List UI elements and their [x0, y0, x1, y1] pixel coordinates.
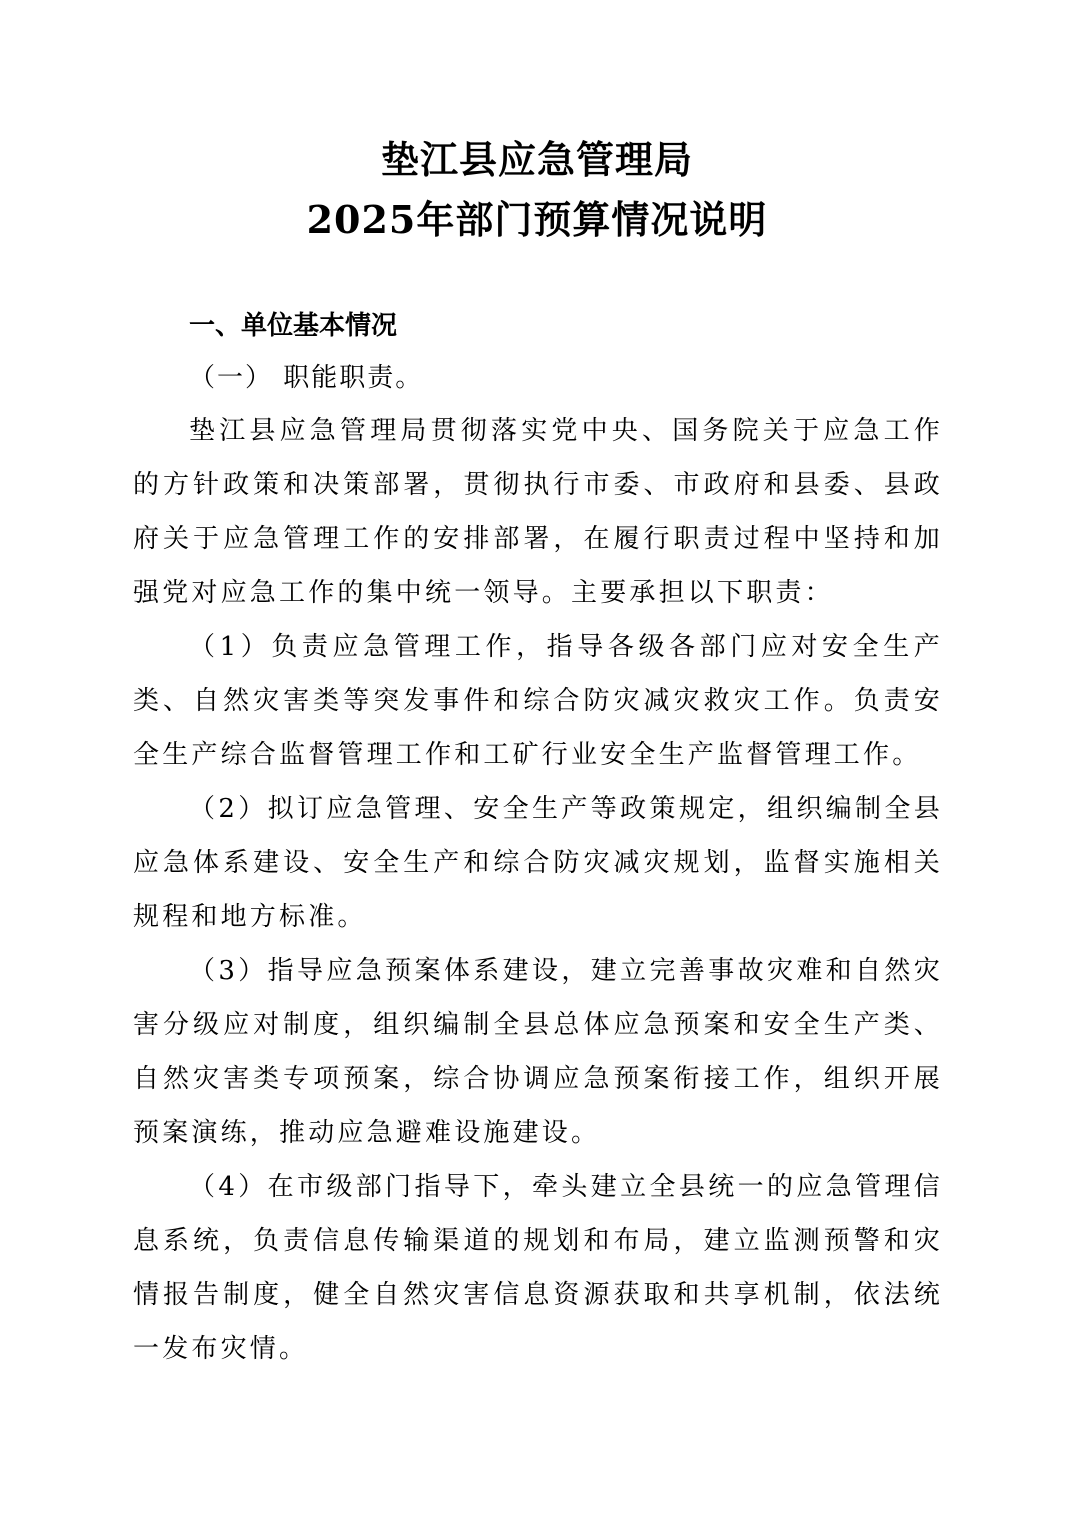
title-line-1: 垫江县应急管理局 — [380, 137, 693, 182]
document-title — [0, 130, 1074, 250]
paragraph-duty-2: （2）拟订应急管理、安全生产等政策规定，组织编制全县应急体系建设、安全生产和综合防灾减灾规划，监督实施相关规程和地方标准。 — [133, 794, 943, 932]
subsection-heading: （一） 职能职责。 — [189, 363, 424, 393]
document-body — [133, 300, 943, 1376]
paragraph-duty-4: （4）在市级部门指导下，牵头建立全县统一的应急管理信息系统，负责信息传输渠道的规划和布局，建立监测预警和灾情报告制度，健全自然灾害信息资源获取和共享机制，依法统一发布灾情。 — [133, 1172, 943, 1364]
paragraph-intro: 垫江县应急管理局贯彻落实党中央、国务院关于应急工作的方针政策和决策部署，贯彻执行市委、市政府和县委、县政府关于应急管理工作的安排部署，在履行职责过程中坚持和加强党对应急工作的集中统一领导。主要承担以下职责： — [133, 416, 943, 608]
paragraph-duty-3: （3）指导应急预案体系建设，建立完善事故灾难和自然灾害分级应对制度，组织编制全县总体应急预案和安全生产类、自然灾害类专项预案，综合协调应急预案衔接工作，组织开展预案演练，推动应急避难设施建设。 — [133, 956, 943, 1148]
section-heading: 一、单位基本情况 — [189, 311, 398, 341]
title-line-2: 2025年部门预算情况说明 — [306, 197, 768, 242]
paragraph-duty-1: （1）负责应急管理工作，指导各级各部门应对安全生产类、自然灾害类等突发事件和综合防灾减灾救灾工作。负责安全生产综合监督管理工作和工矿行业安全生产监督管理工作。 — [133, 632, 943, 770]
